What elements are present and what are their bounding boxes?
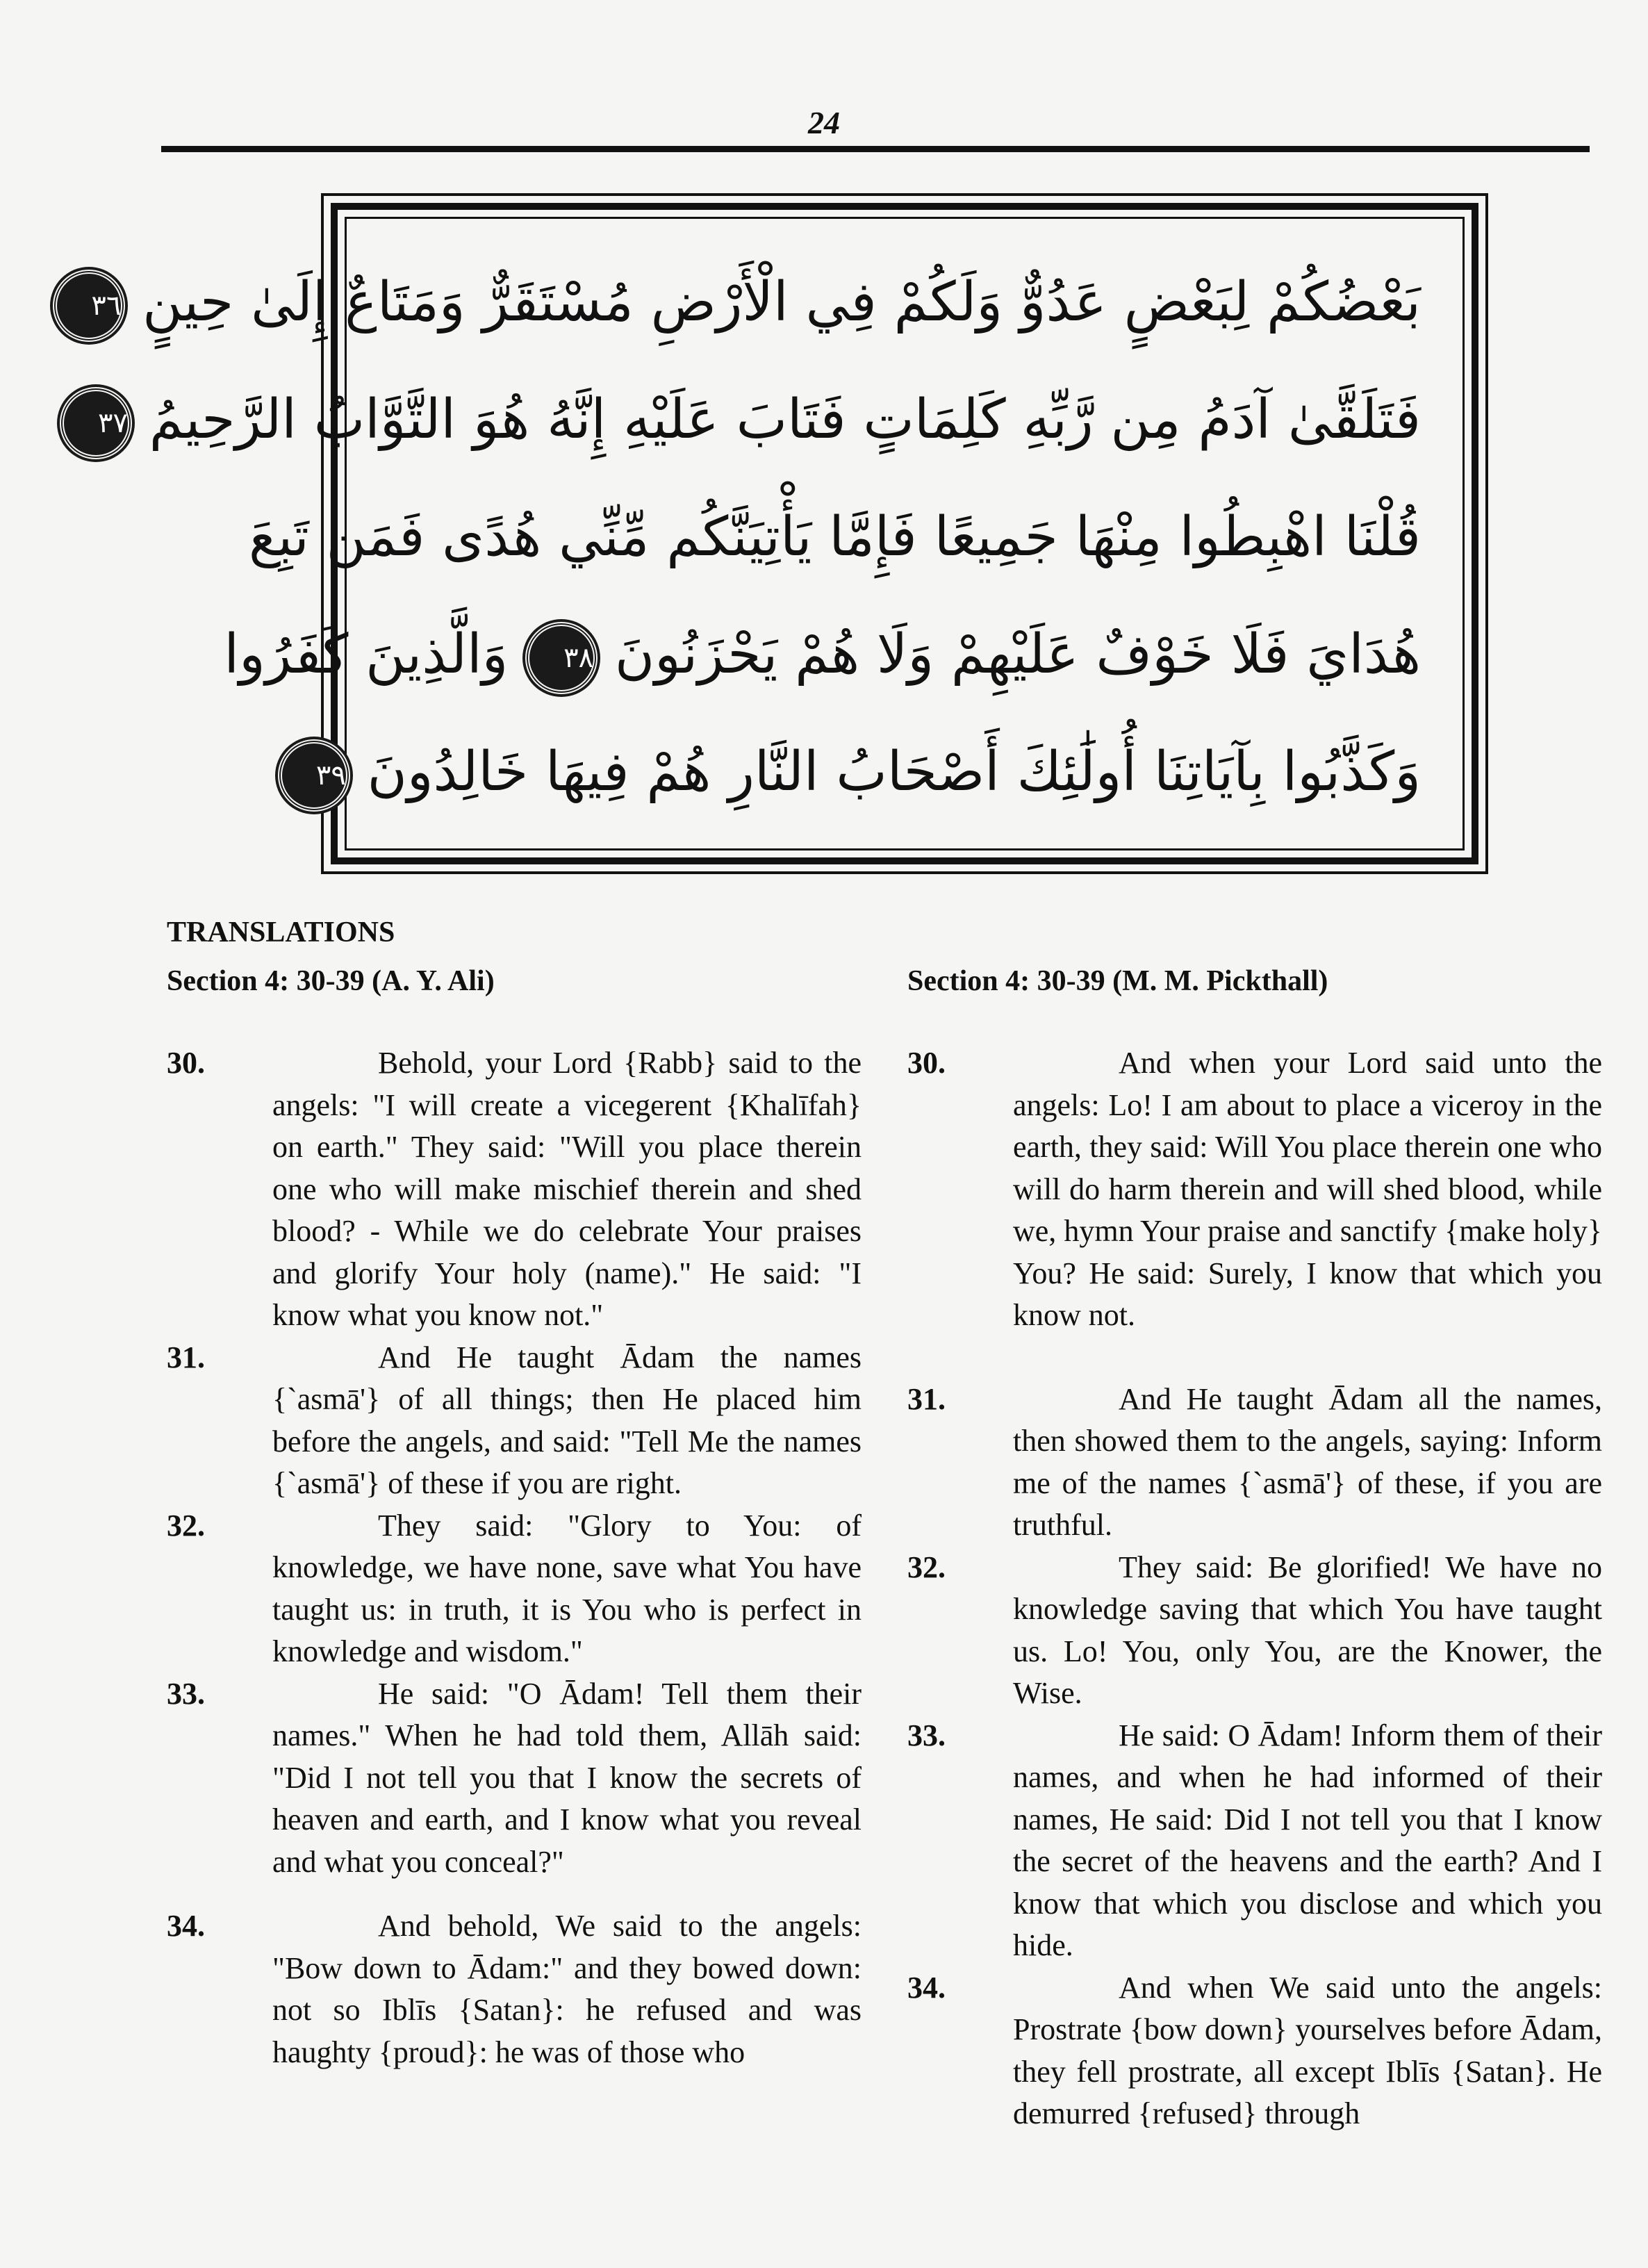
translation-column-ali: [167, 1042, 862, 2073]
translations-heading: TRANSLATIONS: [167, 917, 395, 948]
arabic-line-text: بَعْضُكُمْ لِبَعْضٍ عَدُوٌّ وَلَكُمْ فِي الْأَرْضِ مُسْتَقَرٌّ وَمَتَاعٌ إِلَىٰ حِينٍ: [142, 271, 1421, 334]
verse-34: [167, 1905, 862, 2073]
verse-number: 32.: [907, 1550, 946, 1584]
verse-33: [167, 1673, 862, 1884]
verse-31: [167, 1337, 862, 1505]
ayah-marker: ٣٩: [278, 739, 350, 812]
arabic-line-text: وَكَذَّبُوا بِآيَاتِنَا أُولَٰئِكَ أَصْحَابُ النَّارِ هُمْ فِيهَا خَالِدُونَ: [367, 741, 1421, 803]
verse-33: [907, 1715, 1602, 1967]
verse-text: He said: "O Ādam! Tell them their names." When he had told them, Allāh said: "Did I not tell you that I know the secrets of heaven and earth, and I know what you reveal and what you conceal?": [272, 1676, 862, 1879]
ayah-marker: ٣٨: [525, 622, 598, 694]
right-column-heading: Section 4: 30-39 (M. M. Pickthall): [907, 965, 1328, 997]
verse-32: [167, 1505, 862, 1673]
page-number: 24: [808, 105, 840, 140]
verse-text: And when We said unto the angels: Prostrate {bow down} yourselves before Ādam, they fell prostrate, all except Iblīs {Satan}. He demurred {refused} through: [1013, 1970, 1602, 2130]
arabic-line-text: قُلْنَا اهْبِطُوا مِنْهَا جَمِيعًا فَإِمَّا يَأْتِيَنَّكُم مِّنِّي هُدًى فَمَن تَبِعَ: [249, 506, 1421, 568]
ayah-marker: ٣٦: [53, 270, 125, 342]
ayah-marker: ٣٧: [60, 387, 132, 459]
arabic-line-text: هُدَايَ فَلَا خَوْفٌ عَلَيْهِمْ وَلَا هُمْ يَحْزَنُونَ: [614, 623, 1421, 686]
verse-text: And behold, We said to the angels: "Bow down to Ādam:" and they bowed down: not so Iblīs {Satan}: he refused and was haughty {proud}: he was of those who: [272, 1909, 862, 2069]
verse-number: 30.: [167, 1046, 205, 1080]
verse-number: 33.: [167, 1676, 205, 1711]
arabic-line-2: [98, 364, 1421, 475]
verse-text: And when your Lord said unto the angels: Lo! I am about to place a viceroy in the earth, they said: Will You place therein one who will do harm therein and will shed blood, while we, hymn Your praise and sanctify {make holy} You? He said: Surely, I know that which you know not.: [1013, 1046, 1602, 1332]
verse-number: 31.: [907, 1381, 946, 1416]
verse-number: 33.: [907, 1718, 946, 1752]
translation-column-pickthall: [907, 1042, 1602, 2135]
verse-number: 30.: [907, 1046, 946, 1080]
verse-number: 31.: [167, 1340, 205, 1374]
verse-30: [907, 1042, 1602, 1337]
verse-text: And He taught Ādam all the names, then showed them to the angels, saying: Inform me of the names {`asmā'} of these, if you are truthful.: [1013, 1381, 1602, 1542]
verse-30: [167, 1042, 862, 1337]
arabic-frame-inner-border: [91, 203, 1478, 864]
verse-number: 34.: [907, 1970, 946, 2005]
verse-text: And He taught Ādam the names {`asmā'} of all things; then He placed him before the angels, and said: "Tell Me the names {`asmā'} of these if you are right.: [272, 1340, 862, 1500]
verse-34: [907, 1967, 1602, 2135]
verse-32: [907, 1547, 1602, 1715]
arabic-line-5: [315, 716, 1421, 828]
verse-number: 32.: [167, 1508, 205, 1543]
verse-number: 34.: [167, 1909, 205, 1943]
arabic-line-4: [224, 599, 1421, 710]
left-column-heading: Section 4: 30-39 (A. Y. Ali): [167, 965, 495, 997]
header-rule: [161, 146, 1590, 152]
verse-text: They said: Be glorified! We have no knowledge saving that which You have taught us. Lo! You, only You, are the Knower, the Wise.: [1013, 1550, 1602, 1710]
verse-text: Behold, your Lord {Rabb} said to the angels: "I will create a vicegerent {Khalīfah} on earth." They said: "Will you place therein one who will make mischief therein and shed blood? - While we do celebrate Your praises and glorify Your holy (name)." He said: "I know what you know not.": [272, 1046, 862, 1332]
arabic-text-block: [91, 217, 1465, 850]
verse-text: He said: O Ādam! Inform them of their names, and when he had informed of their names, He said: Did I not tell you that I know the secret of the heavens and the earth? And I know that which you disclose and which you hide.: [1013, 1718, 1602, 1962]
arabic-line-1: [91, 247, 1421, 358]
verse-31: [907, 1379, 1602, 1547]
arabic-line-3: [249, 482, 1421, 593]
arabic-line-text: وَالَّذِينَ كَفَرُوا: [224, 623, 509, 686]
verse-text: They said: "Glory to You: of knowledge, we have none, save what You have taught us: in truth, it is You who is perfect in knowledge and wisdom.": [272, 1508, 862, 1668]
arabic-text-frame: [91, 193, 1488, 874]
arabic-line-text: فَتَلَقَّىٰ آدَمُ مِن رَّبِّهِ كَلِمَاتٍ فَتَابَ عَلَيْهِ إِنَّهُ هُوَ التَّوَّابُ الرَّحِيمُ: [149, 388, 1421, 451]
